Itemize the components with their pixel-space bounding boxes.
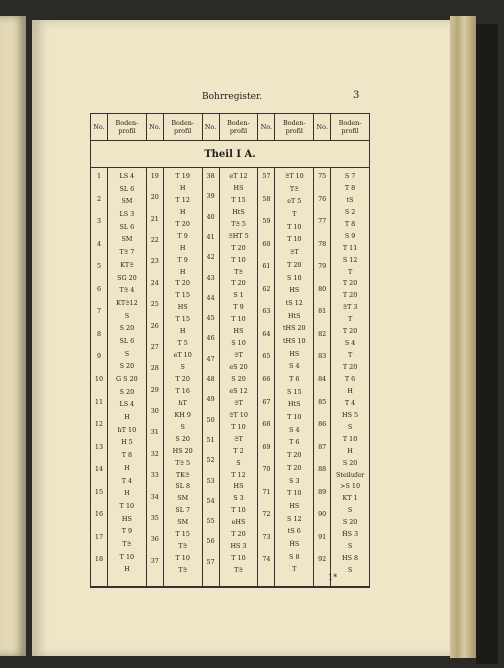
profile-entry: eS 20 [229, 363, 248, 372]
bore-number: 76 [318, 194, 327, 203]
profile-entry: T 16 [175, 386, 190, 395]
profile-entry: S 8 [289, 552, 300, 561]
profile-entry: SL 6 [119, 222, 135, 231]
bore-number: 83 [318, 352, 327, 361]
profile-entry: H [124, 489, 130, 498]
profile-entry: HS [233, 327, 244, 336]
bore-number: 31 [150, 428, 159, 437]
profile-entry: T 2 [233, 446, 244, 455]
profile-column [275, 168, 313, 586]
profile-entry: H [179, 183, 186, 192]
profile-entry: S [180, 363, 185, 372]
bore-number: 5 [96, 262, 102, 271]
bore-number: 85 [318, 397, 327, 406]
profile-entry: S 10 [287, 273, 302, 282]
profile-entry: 𝔖T [234, 351, 243, 360]
profile-entry: 𝔖T [234, 398, 243, 407]
profile-entry: T 10 [231, 554, 246, 563]
profile-entry: T 20 [175, 375, 190, 383]
profile-entry: S 20 [119, 387, 135, 396]
section-title: Theil I A. [91, 141, 370, 168]
bore-number: 7 [96, 307, 102, 316]
bore-number: 81 [318, 307, 327, 316]
profile-entry: T 10 [231, 315, 246, 324]
bore-number: 8 [96, 329, 102, 338]
profile-entry: T [347, 267, 353, 276]
profile-column [108, 168, 146, 586]
bore-number: 30 [150, 407, 159, 416]
bore-number: 18 [94, 555, 104, 564]
bore-number: 2 [96, 194, 102, 203]
bore-number: 56 [206, 537, 215, 546]
bore-number: 29 [150, 385, 159, 394]
profile-entry: T 20 [342, 327, 358, 336]
profile-entry: eHS [231, 518, 246, 527]
profile-entry: T 9 [233, 303, 244, 312]
profile-entry: Steilufer [336, 470, 365, 479]
profile-entry: S 20 [342, 518, 358, 527]
bore-number: 28 [150, 364, 159, 373]
profile-entry: T 10 [231, 422, 246, 431]
bore-number: 17 [94, 532, 104, 541]
bore-number: 13 [94, 442, 104, 451]
column-header-profile: Boden- profil [163, 114, 202, 141]
profile-entry: T 12 [175, 195, 190, 204]
number-column [91, 168, 107, 586]
profile-entry: T 11 [342, 243, 358, 252]
bore-number: 32 [150, 449, 159, 458]
profile-entry: T 10 [231, 255, 246, 264]
profile-entry: tS 6 [287, 527, 301, 536]
number-column [314, 168, 330, 586]
profile-entry: T 8 [344, 219, 356, 228]
bore-number: 57 [206, 557, 215, 566]
bore-number: 59 [262, 217, 271, 226]
profile-entry: T𝔖 [289, 184, 299, 193]
profile-entry: LS 3 [119, 210, 135, 219]
number-column [203, 168, 219, 586]
bore-number: 46 [206, 334, 215, 343]
profile-entry: G S 20 [116, 375, 138, 383]
profile-entry: T𝔖 7 [119, 248, 135, 257]
profile-entry: H [347, 386, 353, 395]
bore-number: 66 [262, 375, 271, 383]
profile-entry: S 7 [344, 172, 356, 180]
bore-number: 90 [318, 510, 327, 519]
profile-entry: T 15 [231, 195, 246, 204]
column-header-no: No. [202, 114, 219, 141]
bore-number: 26 [150, 321, 159, 330]
bore-number: 68 [262, 420, 271, 429]
profile-entry: hT [178, 398, 187, 407]
profile-entry: T 20 [231, 279, 246, 288]
number-column [258, 168, 274, 586]
column-header-no: No. [314, 114, 331, 141]
bore-number: 53 [206, 476, 215, 485]
bore-number: 20 [150, 193, 159, 202]
drilling-register-table [90, 113, 370, 588]
bore-number: 41 [206, 232, 215, 241]
profile-entry: S 20 [342, 458, 358, 467]
profile-entry: T 8 [121, 451, 133, 460]
profile-entry: H 5 [121, 438, 133, 447]
bore-number: 4 [96, 239, 102, 248]
profile-entry: S [347, 506, 353, 515]
bore-number: 11 [94, 397, 104, 406]
profile-entry: T [292, 210, 297, 219]
profile-entry: S 2 [344, 207, 356, 216]
profile-entry: S 4 [289, 362, 300, 371]
profile-entry: ĤS 3 [342, 530, 359, 539]
profile-entry: S [124, 349, 130, 358]
profile-entry: T 15 [175, 291, 190, 300]
profile-entry: T𝔖 4 [119, 286, 135, 295]
profile-entry: HtS [288, 400, 301, 409]
bore-number: 6 [96, 284, 102, 293]
profile-entry: T𝔖 [234, 267, 243, 276]
profile-entry: T 10 [119, 501, 135, 510]
page-block-edge [450, 16, 476, 658]
profile-entry: 𝔖T [234, 434, 243, 443]
profile-entry: S [180, 422, 185, 431]
profile-entry: T 20 [231, 530, 246, 539]
bore-number: 3 [96, 217, 102, 226]
profile-entry: >S 10 [340, 482, 361, 491]
profile-entry: TK𝔖 [175, 470, 190, 479]
profile-entry: T 5 [177, 339, 188, 348]
bore-number: 87 [318, 442, 327, 451]
profile-entry: eT 10 [173, 351, 192, 360]
bore-number: 92 [318, 555, 327, 564]
book-cover-edge [476, 24, 498, 664]
bore-number: 1 [96, 172, 102, 180]
profile-entry: eT 12 [229, 172, 248, 180]
profile-entry: S 4 [344, 339, 356, 348]
bore-number: 60 [262, 239, 271, 248]
profile-entry: T 20 [287, 260, 302, 269]
bore-number: 47 [206, 354, 215, 363]
profile-entry: SL 6 [119, 184, 135, 193]
bore-number: 23 [150, 257, 159, 266]
column-header-profile: Boden- profil [331, 114, 370, 141]
profile-entry: T 12 [231, 470, 246, 479]
profile-entry: hT 10 [117, 425, 137, 434]
profile-entry: T 20 [342, 291, 358, 300]
profile-entry: HS [289, 501, 300, 510]
profile-entry: HS 5 [342, 410, 359, 419]
bore-number: 14 [94, 465, 104, 474]
profile-entry: T 4 [344, 398, 356, 407]
profile-entry: S 12 [287, 514, 302, 523]
profile-entry: S 4 [289, 425, 300, 434]
bore-number: 70 [262, 465, 271, 474]
bore-number: 89 [318, 487, 327, 496]
profile-entry: HS 3 [230, 542, 247, 551]
number-column [147, 168, 163, 586]
profile-entry: T𝔖 5 [175, 458, 191, 467]
profile-entry: SL 8 [175, 482, 191, 491]
bore-number: 9 [96, 352, 102, 361]
profile-entry: 𝔖T 10 [284, 172, 304, 180]
profile-column [220, 168, 258, 586]
bore-number: 71 [262, 487, 271, 496]
bore-number: 69 [262, 442, 271, 451]
bore-number: 73 [262, 532, 271, 541]
profile-entry: T 6 [289, 375, 300, 383]
profile-entry: T 9 [177, 231, 188, 240]
bore-number: 42 [206, 253, 215, 262]
profile-entry: T 10 [287, 413, 302, 422]
signature-mark: 1* [328, 573, 338, 582]
bore-number: 91 [318, 532, 327, 541]
profile-entry: H [124, 463, 130, 472]
profile-entry: T 15 [175, 530, 190, 539]
profile-entry: SL 7 [175, 506, 191, 515]
bore-number: 62 [262, 284, 271, 293]
profile-entry: S 3 [289, 476, 300, 485]
bore-number: 48 [206, 375, 215, 383]
profile-entry: T 10 [287, 222, 302, 231]
bore-number: 25 [150, 300, 159, 309]
bore-number: 37 [150, 556, 159, 565]
column-header-no: No. [258, 114, 275, 141]
profile-entry: tS [346, 195, 354, 204]
profile-entry: H [124, 413, 130, 422]
profile-entry: HS [177, 303, 188, 312]
profile-entry: S 20 [119, 324, 135, 333]
profile-entry: eS 12 [229, 386, 248, 395]
profile-entry: T 6 [289, 438, 300, 447]
bore-number: 16 [94, 510, 104, 519]
profile-entry: HtS [232, 207, 245, 216]
bore-number: 36 [150, 535, 159, 544]
bore-number: 79 [318, 262, 327, 271]
profile-entry: T 20 [342, 279, 358, 288]
profile-entry: T 10 [342, 434, 358, 443]
profile-entry: T𝔖 5 [231, 219, 246, 228]
bore-number: 50 [206, 415, 215, 424]
profile-entry: S [236, 458, 241, 467]
profile-entry: T 4 [121, 476, 133, 485]
bore-number: 22 [150, 236, 159, 245]
profile-entry: tHS 10 [282, 336, 306, 345]
profile-entry: T 20 [287, 463, 302, 472]
profile-entry: T 20 [231, 243, 246, 252]
bore-number: 34 [150, 492, 159, 501]
bore-number: 80 [318, 284, 327, 293]
bore-number: 58 [262, 194, 271, 203]
bore-number: 45 [206, 314, 215, 323]
bore-number: 40 [206, 212, 215, 221]
bore-number: 64 [262, 329, 271, 338]
bore-number: 77 [318, 217, 327, 226]
bore-number: 75 [318, 172, 327, 180]
profile-entry: SM [121, 235, 133, 244]
bore-number: 74 [262, 555, 271, 564]
bore-number: 33 [150, 471, 159, 480]
bore-number: 15 [94, 487, 104, 496]
profile-entry: SL 6 [119, 336, 135, 345]
profile-entry: HS 8 [342, 554, 359, 563]
profile-entry: KT𝔖 [120, 260, 134, 269]
profile-entry: SG 20 [117, 273, 137, 282]
profile-entry: T 6 [344, 375, 356, 383]
profile-entry: S [124, 311, 130, 320]
profile-entry: S 3 [233, 494, 244, 503]
bore-number: 72 [262, 510, 271, 519]
bore-number: 19 [150, 172, 159, 180]
page-number: 3 [353, 90, 360, 101]
bore-number: 52 [206, 456, 215, 465]
page-header-title: Bohrregister. [202, 92, 263, 102]
bore-number: 84 [318, 375, 327, 383]
profile-entry: H [179, 267, 186, 276]
profile-entry: T 10 [231, 506, 246, 515]
profile-entry: T [292, 565, 297, 574]
profile-entry: H [179, 207, 186, 216]
bore-number: 63 [262, 307, 271, 316]
profile-entry: LS 4 [119, 172, 135, 180]
profile-entry: H [124, 565, 130, 574]
profile-entry: S 20 [119, 362, 135, 371]
profile-entry: HtS [288, 311, 301, 320]
profile-entry: T 8 [344, 183, 356, 192]
profile-entry: 𝔖T [289, 248, 299, 257]
profile-entry: 𝔖T 10 [229, 410, 248, 419]
bore-number: 78 [318, 239, 327, 248]
profile-entry: T 20 [342, 363, 358, 372]
column-header-no: No. [91, 114, 108, 141]
profile-entry: HS [289, 286, 300, 295]
profile-entry: S 15 [287, 387, 302, 396]
profile-entry: H [347, 446, 353, 455]
profile-entry: ĤS [289, 539, 300, 548]
profile-entry: S 1 [233, 291, 244, 300]
bore-number: 88 [318, 465, 327, 474]
column-header-profile: Boden- profil [219, 114, 258, 141]
bore-number: 10 [94, 375, 104, 383]
profile-entry: T 9 [121, 527, 133, 536]
profile-entry: T 10 [175, 554, 190, 563]
profile-entry: S [347, 542, 353, 551]
profile-entry: KT 1 [342, 494, 358, 503]
profile-entry: H [179, 243, 186, 252]
profile-entry: S 20 [231, 375, 246, 383]
profile-entry: S [347, 422, 353, 431]
profile-entry: HS 20 [172, 446, 193, 455]
bore-number: 27 [150, 342, 159, 351]
profile-entry: T 9 [177, 255, 188, 264]
profile-entry: T [347, 315, 353, 324]
bore-number: 61 [262, 262, 271, 271]
column-header-no: No. [146, 114, 163, 141]
bore-number: 21 [150, 214, 159, 223]
bore-number: 54 [206, 496, 215, 505]
profile-entry: LS 4 [119, 400, 135, 409]
profile-entry: T 10 [119, 552, 135, 561]
profile-entry: SM [177, 494, 189, 503]
profile-entry: HS [121, 514, 132, 523]
profile-entry: KT𝔖12 [116, 298, 138, 307]
profile-entry: T 10 [287, 489, 302, 498]
bore-number: 38 [206, 172, 215, 180]
profile-entry: HS [233, 482, 244, 491]
profile-column [164, 168, 202, 586]
profile-entry: 𝔖T 3 [342, 303, 358, 312]
profile-entry: eT 5 [287, 197, 302, 206]
profile-entry: T𝔖 [178, 542, 188, 551]
profile-entry: HS [233, 183, 244, 192]
bore-number: 35 [150, 513, 159, 522]
profile-entry: SM [121, 197, 133, 206]
profile-column [331, 168, 369, 586]
profile-entry: T 20 [175, 219, 190, 228]
profile-entry: S 10 [231, 339, 246, 348]
profile-entry: T 20 [287, 451, 302, 460]
profile-entry: S 20 [175, 434, 190, 443]
bore-number: 86 [318, 420, 327, 429]
profile-entry: tHS 20 [282, 324, 306, 333]
bore-number: 51 [206, 435, 215, 444]
profile-entry: T [347, 351, 353, 360]
bore-number: 44 [206, 293, 215, 302]
bore-number: 43 [206, 273, 215, 282]
bore-number: 39 [206, 192, 215, 201]
bore-number: 65 [262, 352, 271, 361]
profile-entry: S 12 [342, 255, 358, 264]
profile-entry: SM [177, 518, 189, 527]
profile-entry: 𝔖HT 5 [228, 231, 249, 240]
left-page-edge [0, 16, 26, 656]
bore-number: 49 [206, 395, 215, 404]
bore-number: 55 [206, 517, 215, 526]
bore-number: 24 [150, 278, 159, 287]
profile-entry: T𝔖 [234, 566, 243, 575]
profile-entry: T𝔖 [122, 539, 132, 548]
profile-entry: HS [289, 349, 300, 358]
bore-number: 67 [262, 397, 271, 406]
bore-number: 82 [318, 329, 327, 338]
profile-entry: T 15 [175, 315, 190, 324]
profile-entry: T𝔖 [178, 566, 188, 575]
column-header-profile: Boden- profil [108, 114, 147, 141]
profile-entry: tS 12 [285, 298, 303, 307]
profile-entry: S 9 [344, 231, 356, 240]
profile-entry: KH 9 [174, 410, 191, 419]
column-header-profile: Boden- profil [275, 114, 314, 141]
profile-entry: T 10 [287, 235, 302, 244]
profile-entry: H [179, 327, 186, 336]
profile-entry: T 19 [175, 172, 190, 180]
profile-entry: S [347, 566, 353, 575]
bore-number: 57 [262, 172, 271, 180]
bore-number: 12 [94, 420, 104, 429]
profile-entry: T 20 [175, 279, 190, 288]
